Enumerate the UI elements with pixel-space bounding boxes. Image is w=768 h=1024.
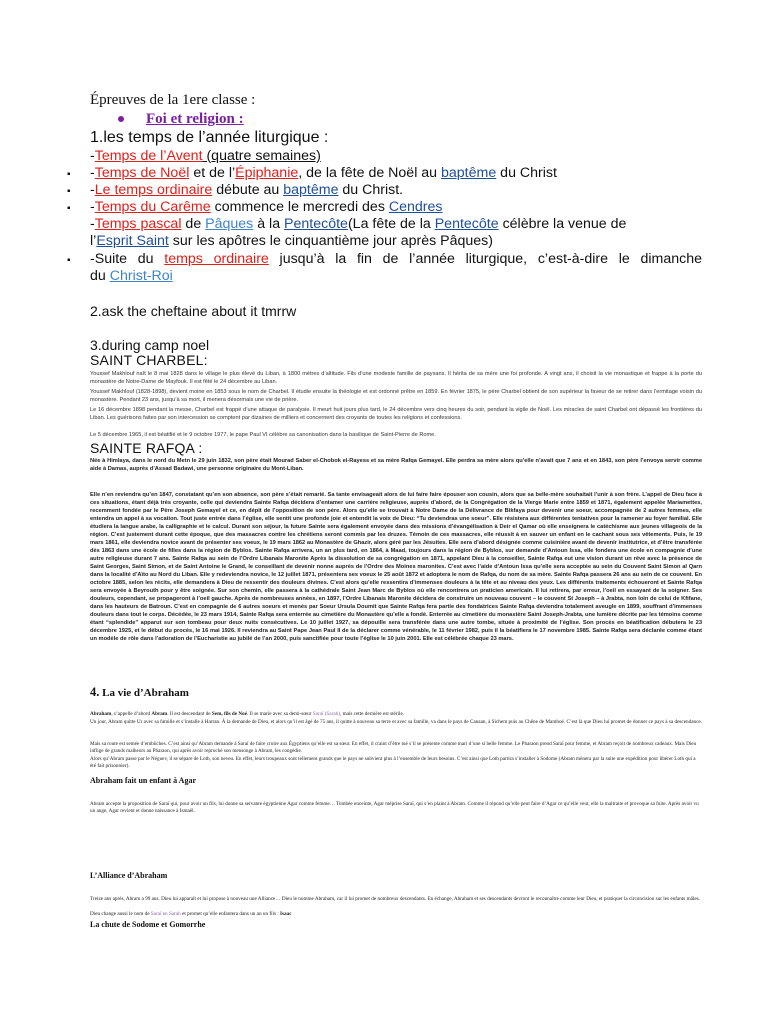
sodome-heading: La chute de Sodome et Gomorrhe	[90, 920, 206, 929]
noel-link[interactable]: Temps de Noël	[94, 165, 190, 181]
ordinaire-line: -Le temps ordinaire débute au baptême du Christ.	[90, 182, 404, 198]
abraham-heading: 4. La vie d’Abraham	[90, 685, 189, 699]
bapteme-link[interactable]: baptême	[441, 165, 497, 181]
careme-link[interactable]: Temps du Carême	[94, 199, 211, 215]
paques-link[interactable]: Pâques	[205, 216, 254, 232]
alliance-heading: L’Alliance d’Abraham	[90, 871, 168, 880]
rafqa-title: SAINTE RAFQA :	[90, 440, 203, 456]
rafqa-paragraph-1: Née à Himlaya, dans le nord du Metn le 29 juin 1832, son père était Mourad Saber el-Chobok el-Rayess et sa mère Rafqa Gemayel. Elle perdra sa mère alors qu’elle n’avait que 7 ans et en 1843, son père l’envoya servir comme aide à Damas, auprès d’Assad Badawi, une personne originaire du Mont-Liban.	[90, 458, 702, 472]
charbel-paragraph-3: Le 16 décembre 1898 pendant la messe, Charbel est frappé d’une attaque de paralysie. Il meurt huit jours plus tard, le 24 décembre vers cinq heures du soir, pendant la vigile de Noël. Les miracles de saint Charbel ont dépassé les frontières du Liban. Les guérisons faites par son intercession se comptent par dizaines de milliers et concernent des croyants de toutes les religions et confessions.	[90, 407, 702, 421]
abraham-paragraph-3: Mais sa route est semée d’embûches. C’est ainsi qu’Abram demande à Saraï de faire croire aux Égyptiens qu’elle est sa sœur. En effet, il craint d’être tué s’il se présente comme mari d’une si belle femme. Le Pharaon prend Saraï pour femme, et Abram reçoit de nombreux cadeaux. Mais Dieu inflige de grands malheurs au Pharaon, qui après avoir reproché son mensonge à Abram, les congédie.	[90, 741, 697, 755]
ordinaire-link[interactable]: Le temps ordinaire	[94, 182, 213, 198]
christ-roi-link[interactable]: Christ-Roi	[109, 268, 173, 284]
foi-heading: Foi et religion :	[118, 111, 244, 128]
pascal-line: -Temps pascal de Pâques à la Pentecôte(La fête de la Pentecôte célèbre la venue de	[90, 216, 627, 232]
agar-paragraph: Abram accepte la proposition de Saraï qui, pour avoir un fils, lui donne sa servante égyptienne Agar comme femme… Tombée enceinte, Agar méprise Saraï, qui s’en plaint à Abram. Comme il répond qu’elle peut faire d’Agar ce qu’elle veut, elle la maltraite et provoque sa fuite. Après avoir vu un ange, Agar revient et donne naissance à Ismaël.	[90, 801, 699, 815]
charbel-paragraph-2: Youssef Makhlouf (1828-1898), devient moine en 1853 sous le nom de Charbel. Il étudie ensuite la théologie et est ordonné prêtre en 1859. En février 1875, le père Charbel obtient de son supérieur la faveur de se retirer dans l’ermitage voisin du monastère. Pendant 23 ans, jusqu’à sa mort, il menera désormais une vie de prière.	[90, 389, 702, 403]
alliance-paragraph-1: Treize ans après, Abram a 99 ans. Dieu lui apparaît et lui propose à nouveau une Alliance… Dieu le nomme Abraham, car il lui promet de nombreux descendants. En échange, Abraham et ses descendants devront le reconnaître comme leur Dieu, et pratiquer la circoncision sur les enfants mâles.	[90, 896, 700, 902]
charbel-paragraph-4: Le 5 décembre 1965, il est béatifié et le 9 octobre 1977, le pape Paul VI célèbre sa canonisation dans la basilique de Saint-Pierre de Rome.	[90, 432, 436, 438]
charbel-paragraph-1: Youssef Makhlouf naît le 8 mai 1828 dans le village le plus élevé du Liban, à 1800 mètres d’altitude. Fils d’une modeste famille de paysans. Il hérita de sa mère une foi profonde. A vingt ans, il choisit la vie monastique et frappe à la porte du monastère de Notre-Dame de Mayfouk. Il est fêté le 24 décembre au Liban.	[90, 371, 702, 385]
pascal-link[interactable]: Temps pascal	[94, 216, 182, 232]
liturgy-heading: 1.les temps de l’année liturgique :	[90, 129, 329, 146]
epiphanie-link[interactable]: Épiphanie	[235, 165, 299, 181]
bapteme-link[interactable]: baptême	[283, 182, 339, 198]
noel-line: -Temps de Noël et de l’Épiphanie, de la fête de Noël au baptême du Christ	[90, 165, 557, 181]
bullet-square-icon: ▪	[67, 169, 71, 180]
bullet-dot-icon	[118, 116, 124, 122]
avent-line: -Temps de l’Avent (quatre semaines)	[90, 148, 321, 164]
agar-heading: Abraham fait un enfant à Agar	[90, 776, 197, 785]
alliance-paragraph-2: Dieu change aussi le nom de Saraï en Sarah et promet qu’elle enfantera dans un an un fils : Isaac	[90, 911, 292, 917]
bullet-square-icon: ▪	[67, 255, 71, 266]
esprit-saint-link[interactable]: Esprit Saint	[96, 233, 169, 249]
ask-note: 2.ask the cheftaine about it tmrrw	[90, 303, 297, 319]
bullet-square-icon: ▪	[67, 203, 71, 214]
careme-line: -Temps du Carême commence le mercredi des Cendres	[90, 199, 443, 215]
page-title: Épreuves de la 1ere classe :	[90, 92, 256, 108]
temps-ordinaire-link[interactable]: temps ordinaire	[164, 251, 269, 267]
avent-link[interactable]: Temps de l’Avent	[94, 148, 203, 164]
charbel-title: SAINT CHARBEL:	[90, 352, 208, 368]
pentecote-link[interactable]: Pentecôte	[284, 216, 348, 232]
camp-heading: 3.during camp noel	[90, 337, 210, 353]
pentecote-link-2[interactable]: Pentecôte	[434, 216, 499, 232]
pascal-line-2: l’Esprit Saint sur les apôtres le cinquantième jour après Pâques)	[90, 233, 493, 249]
abraham-paragraph-4: Alors qu’Abram passe par le Néguev, il se sépare de Loth, son neveu. En effet, leurs troupeaux sont tellement grands que le pays ne subvient plus à l’ensemble de leurs besoins. C’est ainsi que Loth partira s’installer à Sodome (Abram mènera par la suite une expédition pour libérer Loth qui a été fait prisonnier).	[90, 756, 696, 770]
rafqa-paragraph-2: Elle n’en reviendra qu’en 1847, constatant qu’en son absence, son père s’était remarié. Sa tante envisageait alors de lui faire faire épouser son cousin, alors que sa belle-mère souhaitait l’unir à son frère. L’appel de Dieu face à ces situations, étant déjà très croyante, celle qui deviendra Sainte Rafqa décidera d’entamer une carrière religieuse, auprès d’abord, de la Congrégation de la Vierge Marie entre 1859 et 1871, également appelée Mariamettes, recemment fondée par le Père Joseph Gemayel et ce, en dépit de l’opposition de son père. Alors qu’elle se trouvait à Notre Dame de la Délivrance de Bikfaya pour devenir une soeur, accompagnée de 2 autres femmes, elle entendra un appel à sa vocation. Tout juste entrée dans l’église, elle sentit une profonde joie et entendit la voix de Dieu: “Tu deviendras une soeur”. Elle résistera aux différentes tentatives pour la ramener au foyer familial. Elle étudiera la langue arabe, la calligraphie et le calcul. Durant son séjour, la future Sainte sera également envoyée dans des missions d’évangélisation à Deir el Qamar où elle enseignera le catéchisme aux jeunes villageois de la région. C’est justement durant cette époque, que des massacres contre les chrétiens seront commis par les druzes. Témoin de ces massacres, elle réussit à en sauver un enfant en le cachant sous ses vêtements. Puis, le 19 mars 1861, elle deviendra novice avant de présenter ses voeux, le 19 mars 1862 au Monastère de Ghazir, alors géré par les Jésuites. Elle sera d’abord désignée comme cuisinière avant de devenir institutrice, et d’être transférée dès 1863 dans une école de filles dans la région de Byblos. Sainte Rafqa arrivera, un an plus tard, en 1864, à Maad, toujours dans la région de Byblos, sur demande d’Antoun Issa, elle fondera une école en compagnie d’une autre religieuse durant 7 ans. Sainte Rafqa au sein de l’Ordre Libanais Maronite Après la dissolution de sa congrégation en 1871, appelant Dieu à la conseiller, Sainte Rafqa eut une vision durant un rêve avec la présence de Saint Georges, Saint Simon, et de Saint Antoine le Grand, le conseillant de devenir nonne auprès de l’Ordre des Moines maronites. C’est avec l’aide d’Antoun Issa qu’elle sera acceptée au sein du Couvent Saint Simon al Qarn dans la localité d’Aïto au Nord du Liban. Elle y redeviendra novice, le 12 juillet 1871, présentera ses voeux le 25 août 1872 et adoptera le nom de Rafqa, du nom de sa mère. Sainte Rafqa passera 26 ans au sein de ce couvent. En octobre 1885, selon les récits, elle demandera à Dieu de ressentir des douleurs divines. C’est alors qu’elle ressentira d’immenses douleurs à la tête et au niveau des yeux. Les différents traitements échoueront et Sainte Rafqa sera envoyée à Beyrouth pour y être soignée. Sur son chemin, elle passera à la cathédrale Saint Jean Marc de Byblos où elle rencontrera un praticien americain. Il lui retirera, par erreur, l’oeil en essayant de la soigner. Ses douleurs, cependant, se propageront à l’oeil gauche. Après de nombreuses années, en 1897, l’Ordre Libanais Maronite décidera de construire un nouveau couvent – le couvent St Joseph – à Jrabta, non loin de celui de Kfifane, dans les hauteurs de Batroun. C’est en compagnie de 6 autres soeurs et menés par Soeur Ursula Doumit que Sainte Rafqa fera partie des fondatrices Sainte Rafqa deviendra totalement aveugle en 1899, souffrant d’immenses douleurs dans tout le corps. Décédée, le 23 mars 1914, Sainte Rafqa sera enterrée au cimetière du Monastère qu’elle a fondé. Enterrée au cimetière du monastère Saint Joseph-Jrabta, une lumière décrite par les témoins comme étant “splendide” apparut sur son tombeau pour deux nuits consécutives. Le 10 juillet 1927, sa dépouille sera transférée dans une autre tombe, située à proximité de l’église. Son procès en béatification débutera le 23 décembre 1925, et le début du procès, le 16 mai 1926. Il reviendra au Saint Pape Jean Paul II de la déclarer comme vénérable, le 11 février 1982, puis il la béatifiera le 17 novembre 1985. Sainte Rafqa sera déclarée comme étant un modèle de rôle dans l’adoration de l’Eucharistie au jubilé de l’an 2000, puis sanctifiée pour toute l’église le 10 juin 2001. Elle est célébrée chaque 23 mars.	[90, 492, 702, 642]
bullet-square-icon: ▪	[67, 186, 71, 197]
suite-line: -Suite du temps ordinaire jusqu’à la fin de l’année liturgique, c’est-à-dire le dimanche	[90, 251, 702, 267]
abraham-paragraph-1: Abraham, s’appelle d’abord Abram. Il est descendant de Sem, fils de Noé. Il se marie avec sa demi-sœur Saraï (Sarah), mais cette dernière est stérile.	[90, 711, 405, 717]
suite-line-2: du Christ-Roi	[90, 268, 173, 284]
cendres-link[interactable]: Cendres	[388, 199, 443, 215]
abraham-paragraph-2: Un jour, Abram quitte Ur avec sa famille et s’installe à Harran. À la demande de Dieu, et alors qu’il est âgé de 75 ans, il quitte à nouveau sa terre et avec sa famille, va dans le pays de Canaan, à Sichem puis au Chêne de Mamboé. C’est là que Dieu lui promet de donner ce pays à sa descendance.	[90, 719, 702, 725]
